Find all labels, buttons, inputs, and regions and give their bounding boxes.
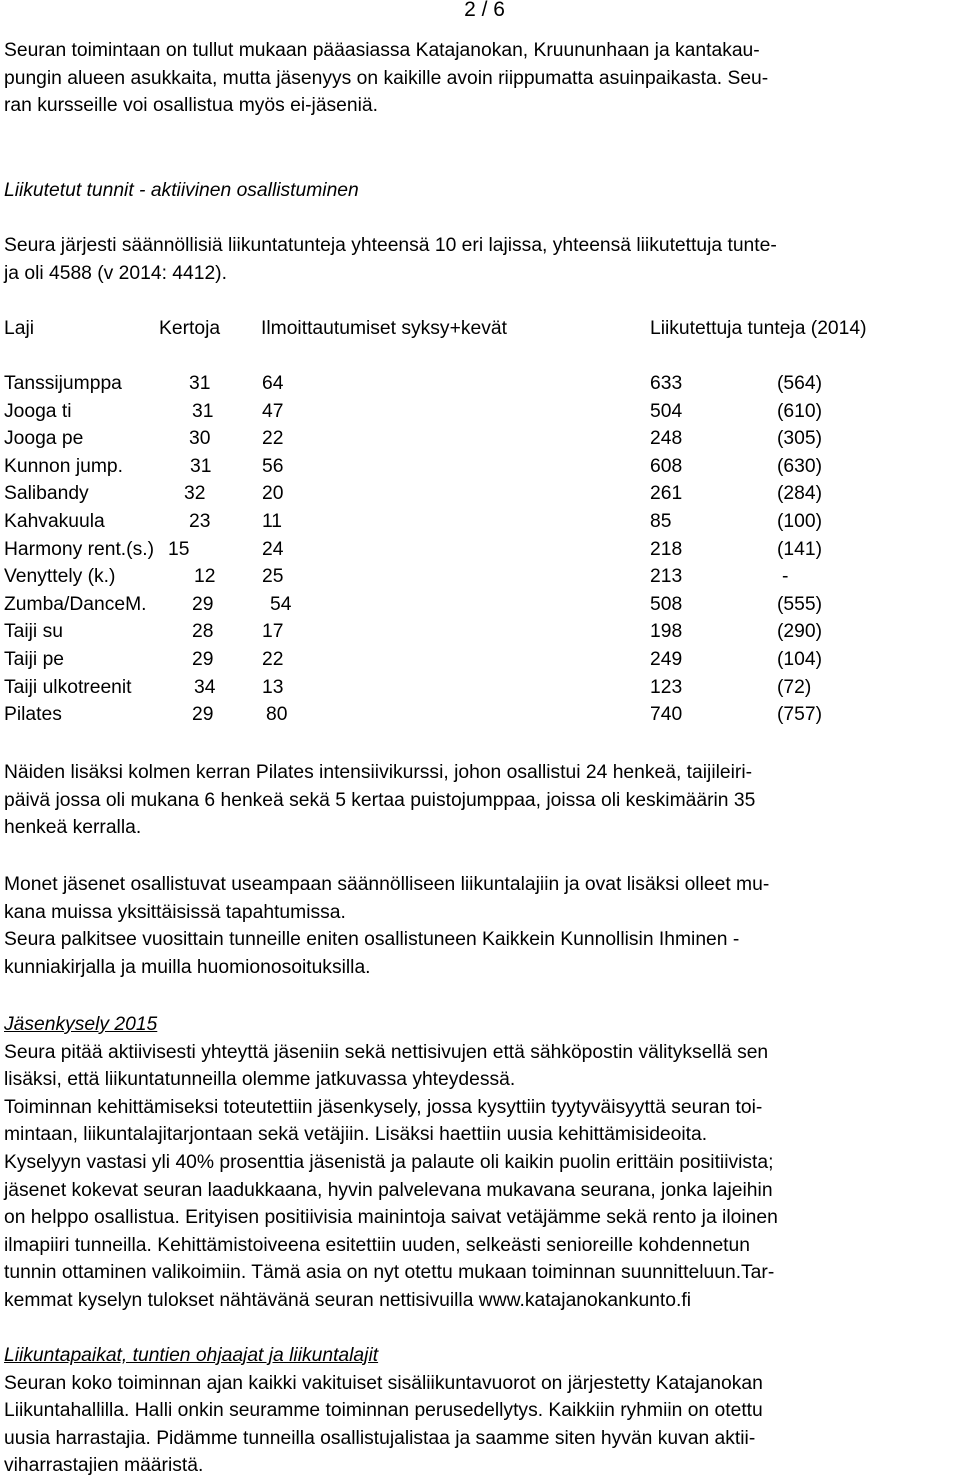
cell-kertoja: 29 [192, 593, 214, 615]
text-line: pungin alueen asukkaita, mutta jäsenyys on kaikille avoin riippumatta asuinpaikasta. Seu- [4, 67, 769, 89]
cell-2014: (610) [777, 400, 823, 422]
text-line: Seura pitää aktiivisesti yhteyttä jäseniin sekä nettisivujen että sähköpostin välityksellä sen [4, 1041, 769, 1063]
cell-ilmoittautumiset: 22 [262, 428, 284, 450]
table-row [4, 591, 954, 619]
section2 [4, 1011, 778, 1315]
table-row [4, 453, 954, 481]
cell-ilmoittautumiset: 64 [262, 373, 284, 394]
table-row [4, 674, 954, 702]
text-line: Näiden lisäksi kolmen kerran Pilates intensiivikurssi, johon osallistui 24 henkeä, taijileiri- [4, 762, 753, 783]
cell-laji: Jooga pe [4, 428, 84, 450]
cell-kertoja: 29 [192, 648, 214, 670]
text-line: kunniakirjalla ja muilla huomionosoituksilla. [4, 956, 371, 978]
cell-kertoja: 15 [168, 538, 190, 560]
page-number: 2 / 6 [464, 0, 505, 21]
header-kertoja: Kertoja [159, 318, 221, 339]
cell-laji: Taiji su [4, 621, 63, 643]
cell-kertoja: 31 [189, 373, 211, 394]
cell-kertoja: 29 [192, 704, 214, 726]
cell-laji: Kunnon jump. [4, 455, 123, 477]
cell-2014: (104) [777, 648, 823, 670]
cell-kertoja: 34 [194, 676, 216, 698]
cell-kertoja: 32 [184, 483, 206, 505]
text-line: Monet jäsenet osallistuvat useampaan säännölliseen liikuntalajiin ja ovat lisäksi olleet mu- [4, 874, 770, 895]
cell-tunnit: 261 [650, 483, 683, 505]
table-row [4, 536, 954, 564]
cell-tunnit: 249 [650, 648, 683, 670]
cell-2014: (141) [777, 538, 823, 560]
cell-2014: (72) [777, 676, 812, 698]
cell-laji: Taiji pe [4, 648, 65, 670]
text-line: Kyselyyn vastasi yli 40% prosenttia jäsenistä ja palaute oli kaikin puolin erittäin positiivista; [4, 1151, 774, 1173]
cell-laji: Venyttely (k.) [4, 566, 116, 588]
cell-ilmoittautumiset: 11 [262, 510, 283, 532]
cell-2014: (630) [777, 455, 823, 477]
section1-paragraph [4, 232, 777, 287]
table-row [4, 370, 954, 398]
cell-laji: Kahvakuula [4, 510, 105, 532]
cell-laji: Zumba/DanceM. [4, 593, 147, 615]
cell-laji: Jooga ti [4, 400, 72, 422]
text-line: mintaan, liikuntalajitarjontaan sekä vetäjiin. Lisäksi haettiin uusia kehittämisideoita. [4, 1124, 708, 1146]
cell-laji: Tanssijumppa [4, 373, 122, 394]
text-line: jäsenet kokevat seuran laadukkaana, hyvin palvelevana mukavana seurana, jonka lajeihin [4, 1179, 773, 1201]
table-row [4, 563, 954, 591]
text-line: uusia harrastajia. Pidämme tunneilla osallistujalistaa ja saamme siten hyvän kuvan aktii- [4, 1427, 756, 1449]
text-line: ja oli 4588 (v 2014: 4412). [4, 262, 227, 284]
cell-kertoja: 28 [192, 621, 214, 643]
activity-table [4, 370, 954, 729]
cell-laji: Taiji ulkotreenit [4, 676, 132, 698]
cell-ilmoittautumiset: 20 [262, 483, 284, 505]
cell-tunnit: 608 [650, 455, 683, 477]
text-line: viharrastajien määristä. [4, 1455, 204, 1477]
cell-ilmoittautumiset: 24 [262, 538, 284, 560]
cell-tunnit: 508 [650, 593, 683, 615]
cell-tunnit: 248 [650, 428, 683, 450]
cell-ilmoittautumiset: 13 [262, 676, 284, 698]
text-line: kemmat kyselyn tulokset nähtävänä seuran nettisivuilla www.katajanokankunto.fi [4, 1289, 691, 1311]
text-line: päivä jossa oli mukana 6 henkeä sekä 5 kertaa puistojumppaa, joissa oli keskimäärin 35 [4, 789, 756, 811]
table-header [4, 315, 954, 343]
text-line: Seura järjesti säännöllisiä liikuntatunteja yhteensä 10 eri lajissa, yhteensä liikutettuja tunte- [4, 235, 777, 256]
text-line: kana muissa yksittäisissä tapahtumissa. [4, 901, 346, 923]
text-line: ilmapiiri tunneilla. Kehittämistoiveena esitettiin uuden, selkeästi senioreille kohdennetun [4, 1234, 750, 1256]
cell-tunnit: 504 [650, 400, 683, 422]
text-line: Liikuntahallilla. Halli onkin seuramme toiminnan perusedellytys. Kaikkiin ryhmiin on otettu [4, 1400, 763, 1422]
cell-ilmoittautumiset: 17 [262, 621, 284, 643]
text-line: Toiminnan kehittämiseksi toteutettiin jäsenkysely, jossa kysyttiin tyytyväisyyttä seuran toi- [4, 1096, 763, 1118]
text-line: ran kursseille voi osallistua myös ei-jäseniä. [4, 95, 378, 117]
table-row [4, 508, 954, 536]
table-row [4, 425, 954, 453]
cell-2014: (284) [777, 483, 823, 505]
section3 [4, 1342, 763, 1480]
cell-2014: (290) [777, 621, 823, 643]
text-line: henkeä kerralla. [4, 817, 142, 839]
text-line: lisäksi, että liikuntatunneilla olemme jatkuvassa yhteydessä. [4, 1069, 516, 1091]
cell-ilmoittautumiset: 22 [262, 648, 284, 670]
table-row [4, 398, 954, 426]
cell-tunnit: 198 [650, 621, 683, 643]
cell-ilmoittautumiset: 47 [262, 400, 284, 422]
cell-ilmoittautumiset: 80 [266, 704, 288, 726]
cell-kertoja: 12 [194, 566, 216, 588]
cell-kertoja: 23 [189, 510, 211, 532]
section-heading-liikutetut: Liikutetut tunnit - aktiivinen osallistuminen [4, 180, 359, 201]
cell-kertoja: 31 [192, 400, 214, 422]
cell-2014: (757) [777, 704, 823, 726]
cell-tunnit: 633 [650, 373, 683, 394]
table-row [4, 618, 954, 646]
header-liikutettuja: Liikutettuja tunteja (2014) [650, 318, 867, 339]
section-heading-liikuntapaikat: Liikuntapaikat, tuntien ohjaajat ja liikuntalajit [4, 1345, 379, 1366]
cell-kertoja: 30 [189, 428, 211, 450]
cell-tunnit: 213 [650, 566, 683, 588]
header-ilmoittautumiset: Ilmoittautumiset syksy+kevät [261, 318, 507, 339]
extra-activities-paragraph [4, 759, 755, 842]
header-laji: Laji [4, 318, 35, 339]
cell-tunnit: 85 [650, 510, 672, 532]
table-row [4, 646, 954, 674]
table-row [4, 480, 954, 508]
members-paragraph [4, 871, 769, 981]
table-row [4, 701, 954, 729]
cell-ilmoittautumiset: 56 [262, 455, 284, 477]
cell-2014: - [782, 566, 789, 588]
cell-laji: Harmony rent.(s.) [4, 538, 154, 560]
text-line: Seuran koko toiminnan ajan kaikki vakituiset sisäliikuntavuorot on järjestetty Katajanokan [4, 1372, 763, 1394]
cell-kertoja: 31 [190, 455, 212, 477]
cell-2014: (555) [777, 593, 823, 615]
section-heading-jasenkysely: Jäsenkysely 2015 [4, 1014, 158, 1035]
text-line: tunnin ottaminen valikoimiin. Tämä asia on nyt otettu mukaan toiminnan suunnitteluun.Tar- [4, 1262, 775, 1284]
cell-ilmoittautumiset: 25 [262, 566, 284, 588]
cell-2014: (100) [777, 510, 823, 532]
cell-laji: Salibandy [4, 483, 89, 505]
cell-tunnit: 123 [650, 676, 683, 698]
cell-laji: Pilates [4, 704, 62, 726]
cell-tunnit: 740 [650, 704, 683, 726]
cell-ilmoittautumiset: 54 [270, 593, 292, 615]
text-line: Seura palkitsee vuosittain tunneille eniten osallistuneen Kaikkein Kunnollisin Ihminen - [4, 929, 740, 951]
cell-2014: (305) [777, 428, 823, 450]
cell-tunnit: 218 [650, 538, 683, 560]
text-line: Seuran toimintaan on tullut mukaan pääasiassa Katajanokan, Kruununhaan ja kantakau- [4, 40, 760, 61]
intro-paragraph [4, 37, 768, 120]
text-line: on helppo osallistua. Erityisen positiivisia mainintoja saivat vetäjämme sekä rento ja iloinen [4, 1207, 778, 1229]
cell-2014: (564) [777, 373, 823, 394]
